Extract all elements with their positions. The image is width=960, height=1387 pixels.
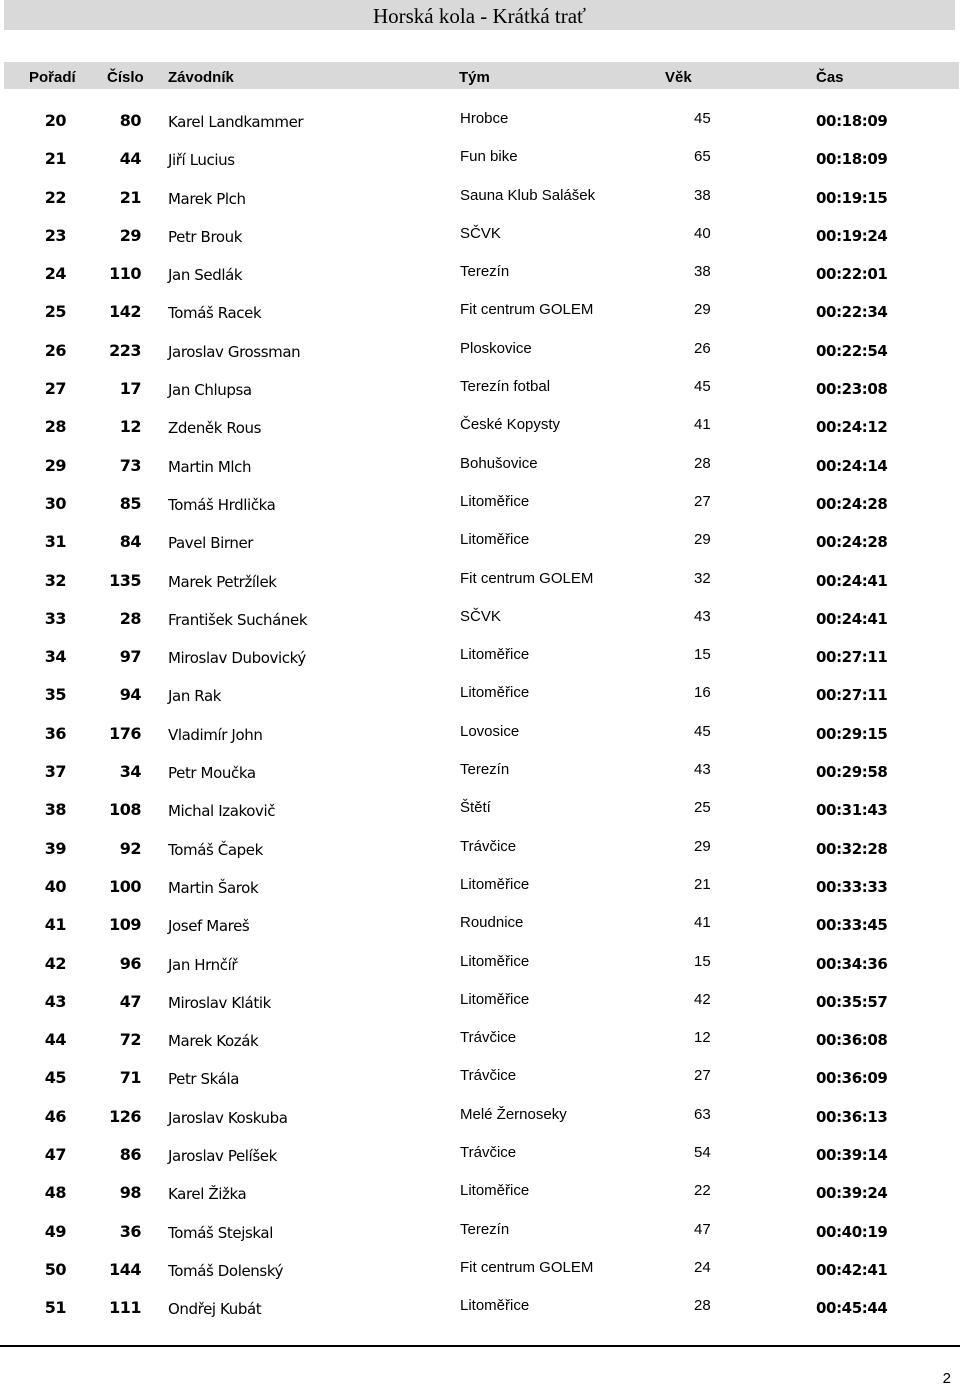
number-cell: 109 xyxy=(109,915,141,935)
rider-name-cell: Miroslav Dubovický xyxy=(168,649,306,668)
table-row xyxy=(0,945,960,983)
table-row xyxy=(0,1174,960,1212)
table-row xyxy=(0,1136,960,1174)
number-cell: 94 xyxy=(119,685,141,705)
table-row xyxy=(0,370,960,408)
team-cell: Trávčice xyxy=(460,837,517,855)
rider-name-cell: Marek Plch xyxy=(168,189,246,208)
table-row xyxy=(0,906,960,944)
age-cell: 24 xyxy=(694,1258,711,1276)
rank-cell: 46 xyxy=(44,1106,66,1126)
age-cell: 41 xyxy=(694,416,711,434)
results-table xyxy=(0,102,960,1328)
rider-name-cell: Jaroslav Grossman xyxy=(168,342,301,361)
time-cell: 00:22:34 xyxy=(816,303,888,322)
age-cell: 40 xyxy=(694,224,711,242)
number-cell: 135 xyxy=(109,570,141,590)
header-rider: Závodník xyxy=(168,69,234,86)
rank-cell: 45 xyxy=(44,1068,66,1088)
time-cell: 00:39:14 xyxy=(816,1146,888,1165)
team-cell: Litoměřice xyxy=(460,684,530,702)
table-row xyxy=(0,983,960,1021)
table-row xyxy=(0,715,960,753)
rank-cell: 31 xyxy=(44,532,66,552)
age-cell: 28 xyxy=(694,1297,711,1315)
number-cell: 86 xyxy=(119,1145,141,1165)
time-cell: 00:36:09 xyxy=(816,1069,888,1088)
rank-cell: 42 xyxy=(44,953,66,973)
age-cell: 43 xyxy=(694,607,711,625)
rank-cell: 49 xyxy=(44,1221,66,1241)
rider-name-cell: Petr Moučka xyxy=(168,764,256,783)
rank-cell: 20 xyxy=(44,111,66,130)
age-cell: 63 xyxy=(694,1105,711,1123)
rider-name-cell: Karel Landkammer xyxy=(168,113,304,131)
table-row xyxy=(0,791,960,829)
rider-name-cell: Martin Šarok xyxy=(168,878,259,897)
table-row xyxy=(0,1059,960,1097)
rank-cell: 26 xyxy=(44,340,66,360)
rider-name-cell: Pavel Birner xyxy=(168,534,254,553)
rank-cell: 38 xyxy=(44,800,66,820)
team-cell: Štětí xyxy=(460,799,491,817)
time-cell: 00:32:28 xyxy=(816,839,888,858)
time-cell: 00:27:11 xyxy=(816,648,888,667)
table-row xyxy=(0,293,960,331)
time-cell: 00:24:14 xyxy=(816,456,888,475)
number-cell: 111 xyxy=(109,1298,141,1318)
rank-cell: 27 xyxy=(44,379,66,399)
table-row xyxy=(0,868,960,906)
rider-name-cell: Marek Petržílek xyxy=(168,572,277,591)
time-cell: 00:40:19 xyxy=(816,1222,888,1241)
rank-cell: 44 xyxy=(44,1030,66,1050)
rider-name-cell: Jiří Lucius xyxy=(168,151,235,170)
age-cell: 27 xyxy=(694,1067,711,1085)
rider-name-cell: Jaroslav Pelíšek xyxy=(168,1147,277,1166)
age-cell: 27 xyxy=(694,492,711,510)
age-cell: 47 xyxy=(694,1220,711,1238)
number-cell: 80 xyxy=(119,111,141,130)
team-cell: SČVK xyxy=(460,607,501,625)
age-cell: 45 xyxy=(694,722,711,740)
table-row xyxy=(0,753,960,791)
rider-name-cell: Vladimír John xyxy=(168,725,263,744)
number-cell: 97 xyxy=(119,647,141,667)
team-cell: Hrobce xyxy=(460,110,509,127)
time-cell: 00:18:09 xyxy=(816,112,888,130)
team-cell: Sauna Klub Salášek xyxy=(460,186,596,204)
number-cell: 126 xyxy=(109,1106,141,1126)
table-row xyxy=(0,255,960,293)
time-cell: 00:22:54 xyxy=(816,341,888,360)
table-row xyxy=(0,102,960,140)
number-cell: 84 xyxy=(119,532,141,552)
team-cell: Terezín xyxy=(460,1220,510,1238)
table-row xyxy=(0,1213,960,1251)
rank-cell: 23 xyxy=(44,225,66,245)
time-cell: 00:29:15 xyxy=(816,724,888,743)
rank-cell: 47 xyxy=(44,1145,66,1165)
age-cell: 32 xyxy=(694,569,711,587)
time-cell: 00:35:57 xyxy=(816,992,888,1011)
rank-cell: 24 xyxy=(44,264,66,284)
rank-cell: 25 xyxy=(44,302,66,322)
rider-name-cell: Jan Sedlák xyxy=(168,266,243,285)
rider-name-cell: Karel Žižka xyxy=(168,1185,247,1204)
rider-name-cell: Michal Izakovič xyxy=(168,802,276,821)
footer-divider xyxy=(0,1345,960,1347)
age-cell: 43 xyxy=(694,761,711,779)
page-title: Horská kola - Krátká trať xyxy=(4,0,955,30)
number-cell: 73 xyxy=(119,455,141,475)
rider-name-cell: Zdeněk Rous xyxy=(168,419,262,438)
rank-cell: 21 xyxy=(44,149,66,169)
age-cell: 65 xyxy=(694,148,711,166)
page-number: 2 xyxy=(942,1370,951,1387)
table-row xyxy=(0,1021,960,1059)
number-cell: 36 xyxy=(119,1221,141,1241)
table-row xyxy=(0,217,960,255)
rank-cell: 35 xyxy=(44,685,66,705)
rider-name-cell: Tomáš Racek xyxy=(168,304,262,323)
time-cell: 00:33:33 xyxy=(816,877,888,896)
table-row xyxy=(0,600,960,638)
age-cell: 29 xyxy=(694,301,711,319)
number-cell: 85 xyxy=(119,493,141,513)
table-row xyxy=(0,485,960,523)
rank-cell: 50 xyxy=(44,1259,66,1279)
time-cell: 00:23:08 xyxy=(816,380,888,399)
time-cell: 00:36:08 xyxy=(816,1031,888,1050)
number-cell: 223 xyxy=(109,340,141,360)
rank-cell: 37 xyxy=(44,762,66,782)
number-cell: 100 xyxy=(109,876,141,896)
rider-name-cell: Petr Skála xyxy=(168,1070,240,1089)
rank-cell: 43 xyxy=(44,991,66,1011)
rider-name-cell: Petr Brouk xyxy=(168,227,243,246)
table-row xyxy=(0,1289,960,1327)
age-cell: 41 xyxy=(694,914,711,932)
number-cell: 72 xyxy=(119,1030,141,1050)
team-cell: Trávčice xyxy=(460,1029,517,1047)
team-cell: SČVK xyxy=(460,224,501,242)
time-cell: 00:39:24 xyxy=(816,1184,888,1203)
time-cell: 00:29:58 xyxy=(816,763,888,782)
team-cell: Terezín xyxy=(460,263,510,281)
rider-name-cell: Jan Hrnčíř xyxy=(168,955,238,974)
rider-name-cell: Miroslav Klátik xyxy=(168,993,271,1012)
rank-cell: 48 xyxy=(44,1183,66,1203)
rank-cell: 32 xyxy=(44,570,66,590)
team-cell: Litoměřice xyxy=(460,531,530,549)
number-cell: 34 xyxy=(119,762,141,782)
rider-name-cell: František Suchánek xyxy=(168,610,308,629)
age-cell: 21 xyxy=(694,875,711,893)
time-cell: 00:24:12 xyxy=(816,418,888,437)
time-cell: 00:34:36 xyxy=(816,954,888,973)
table-row xyxy=(0,1251,960,1289)
age-cell: 38 xyxy=(694,263,711,281)
age-cell: 25 xyxy=(694,799,711,817)
number-cell: 29 xyxy=(119,225,141,245)
time-cell: 00:24:28 xyxy=(816,494,888,513)
rider-name-cell: Josef Mareš xyxy=(168,917,250,936)
rider-name-cell: Tomáš Dolenský xyxy=(168,1261,284,1280)
rank-cell: 39 xyxy=(44,838,66,858)
number-cell: 28 xyxy=(119,608,141,628)
team-cell: Fit centrum GOLEM xyxy=(460,1258,594,1276)
table-row xyxy=(0,676,960,714)
age-cell: 29 xyxy=(694,531,711,549)
time-cell: 00:36:13 xyxy=(816,1107,888,1126)
rank-cell: 34 xyxy=(44,647,66,667)
team-cell: Bohušovice xyxy=(460,454,538,472)
age-cell: 29 xyxy=(694,837,711,855)
number-cell: 98 xyxy=(119,1183,141,1203)
rank-cell: 36 xyxy=(44,723,66,743)
number-cell: 110 xyxy=(109,264,141,284)
number-cell: 108 xyxy=(109,800,141,820)
rank-cell: 51 xyxy=(44,1298,66,1318)
table-row xyxy=(0,408,960,446)
table-row xyxy=(0,332,960,370)
header-time: Čas xyxy=(816,69,844,86)
rank-cell: 33 xyxy=(44,608,66,628)
age-cell: 12 xyxy=(694,1029,711,1047)
rank-cell: 28 xyxy=(44,417,66,437)
age-cell: 45 xyxy=(694,378,711,396)
rank-cell: 30 xyxy=(44,493,66,513)
team-cell: Fit centrum GOLEM xyxy=(460,301,594,319)
team-cell: Litoměřice xyxy=(460,875,530,893)
time-cell: 00:27:11 xyxy=(816,686,888,705)
team-cell: Litoměřice xyxy=(460,646,530,664)
table-row xyxy=(0,1098,960,1136)
time-cell: 00:24:28 xyxy=(816,533,888,552)
time-cell: 00:19:24 xyxy=(816,226,888,245)
rank-cell: 41 xyxy=(44,915,66,935)
number-cell: 21 xyxy=(119,187,141,207)
team-cell: Litoměřice xyxy=(460,1182,530,1200)
header-age: Věk xyxy=(665,69,692,86)
age-cell: 15 xyxy=(694,646,711,664)
age-cell: 15 xyxy=(694,952,711,970)
team-cell: Fun bike xyxy=(460,148,518,166)
number-cell: 96 xyxy=(119,953,141,973)
table-row xyxy=(0,638,960,676)
number-cell: 47 xyxy=(119,991,141,1011)
time-cell: 00:22:01 xyxy=(816,265,888,284)
rider-name-cell: Jaroslav Koskuba xyxy=(168,1108,288,1127)
team-cell: Trávčice xyxy=(460,1144,517,1162)
number-cell: 176 xyxy=(109,723,141,743)
rider-name-cell: Tomáš Stejskal xyxy=(168,1223,273,1242)
number-cell: 44 xyxy=(119,149,141,169)
time-cell: 00:24:41 xyxy=(816,609,888,628)
number-cell: 92 xyxy=(119,838,141,858)
table-header xyxy=(4,62,959,89)
age-cell: 45 xyxy=(694,110,711,127)
age-cell: 22 xyxy=(694,1182,711,1200)
team-cell: Trávčice xyxy=(460,1067,517,1085)
rider-name-cell: Jan Rak xyxy=(168,687,222,706)
team-cell: Litoměřice xyxy=(460,990,530,1008)
team-cell: Litoměřice xyxy=(460,952,530,970)
number-cell: 12 xyxy=(119,417,141,437)
team-cell: Ploskovice xyxy=(460,339,532,357)
team-cell: Melé Žernoseky xyxy=(460,1105,567,1123)
rider-name-cell: Ondřej Kubát xyxy=(168,1300,262,1319)
table-row xyxy=(0,523,960,561)
time-cell: 00:31:43 xyxy=(816,801,888,820)
age-cell: 28 xyxy=(694,454,711,472)
header-number: Číslo xyxy=(107,69,144,86)
team-cell: Roudnice xyxy=(460,914,524,932)
age-cell: 42 xyxy=(694,990,711,1008)
rider-name-cell: Tomáš Čapek xyxy=(168,840,263,859)
time-cell: 00:24:41 xyxy=(816,571,888,590)
number-cell: 142 xyxy=(109,302,141,322)
table-row xyxy=(0,140,960,178)
rank-cell: 22 xyxy=(44,187,66,207)
header-team: Tým xyxy=(459,69,490,86)
rider-name-cell: Marek Kozák xyxy=(168,1032,259,1051)
age-cell: 38 xyxy=(694,186,711,204)
age-cell: 26 xyxy=(694,339,711,357)
number-cell: 17 xyxy=(119,379,141,399)
team-cell: Litoměřice xyxy=(460,492,530,510)
team-cell: Lovosice xyxy=(460,722,520,740)
table-row xyxy=(0,179,960,217)
team-cell: Fit centrum GOLEM xyxy=(460,569,594,587)
rider-name-cell: Martin Mlch xyxy=(168,457,252,476)
time-cell: 00:18:09 xyxy=(816,150,888,169)
table-row xyxy=(0,562,960,600)
time-cell: 00:19:15 xyxy=(816,188,888,207)
rider-name-cell: Tomáš Hrdlička xyxy=(168,495,276,514)
rider-name-cell: Jan Chlupsa xyxy=(168,381,252,400)
header-rank: Pořadí xyxy=(29,69,76,86)
time-cell: 00:42:41 xyxy=(816,1260,888,1279)
team-cell: Terezín xyxy=(460,761,510,779)
team-cell: Litoměřice xyxy=(460,1297,530,1315)
table-row xyxy=(0,447,960,485)
age-cell: 16 xyxy=(694,684,711,702)
table-row xyxy=(0,830,960,868)
rank-cell: 29 xyxy=(44,455,66,475)
team-cell: České Kopysty xyxy=(460,416,561,434)
number-cell: 144 xyxy=(109,1259,141,1279)
time-cell: 00:45:44 xyxy=(816,1299,888,1318)
team-cell: Terezín fotbal xyxy=(460,378,551,396)
rank-cell: 40 xyxy=(44,876,66,896)
age-cell: 54 xyxy=(694,1144,711,1162)
number-cell: 71 xyxy=(119,1068,141,1088)
time-cell: 00:33:45 xyxy=(816,916,888,935)
